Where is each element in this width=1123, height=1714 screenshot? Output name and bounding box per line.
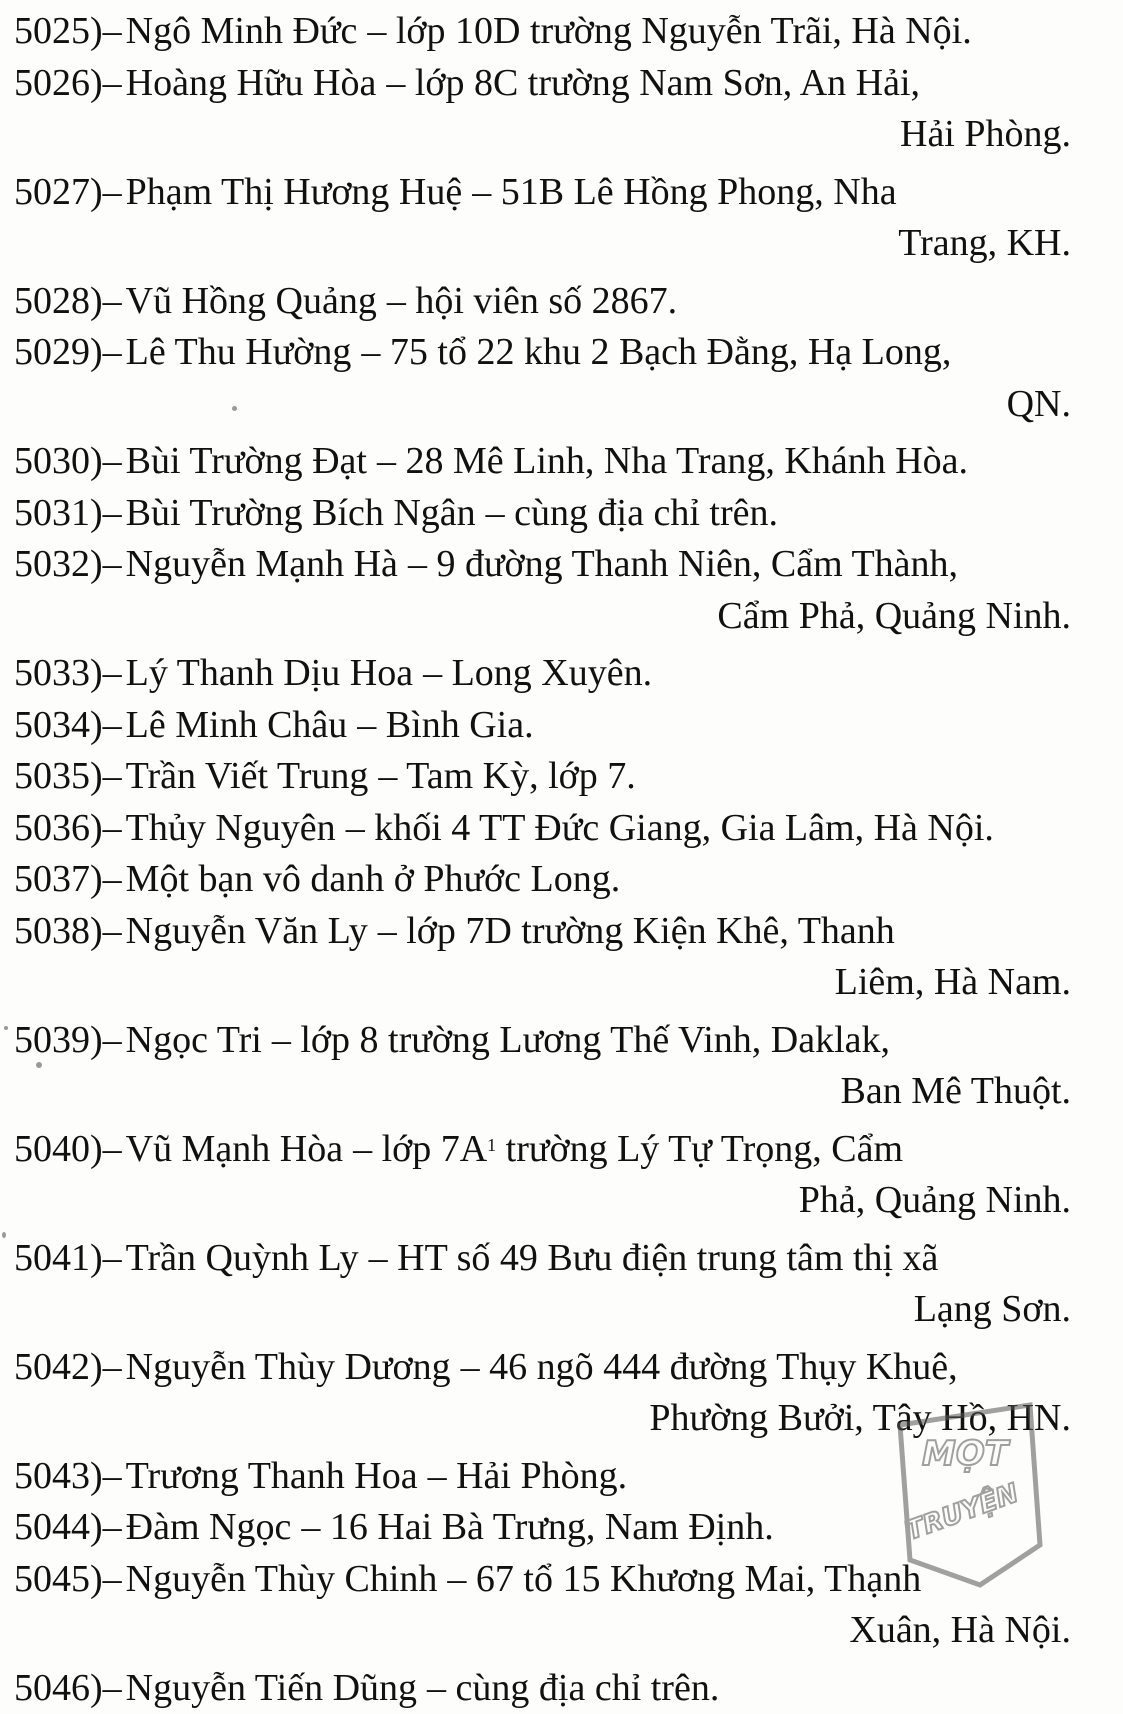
entry-name: Ngọc Tri	[126, 1019, 262, 1061]
entry-number: 5034)–	[14, 704, 122, 746]
entry-number: 5027)–	[14, 171, 122, 213]
entry-number: 5028)–	[14, 280, 122, 322]
watermark-text-bottom: TRUYỆN	[901, 1476, 1022, 1546]
entry-name: Hoàng Hữu Hòa	[126, 62, 377, 104]
entry-name: Đàm Ngọc	[126, 1506, 292, 1548]
list-item	[14, 854, 1071, 906]
list-item	[14, 1015, 1071, 1118]
entry-number: 5041)–	[14, 1237, 122, 1279]
entry-number: 5031)–	[14, 492, 122, 534]
entry-continuation: Hải Phòng.	[14, 109, 1071, 161]
entry-continuation: Trang, KH.	[14, 218, 1071, 270]
entry-number: 5038)–	[14, 910, 122, 952]
entry-continuation: Phả, Quảng Ninh.	[14, 1175, 1071, 1227]
entry-number: 5032)–	[14, 543, 122, 585]
entry-continuation: Phường Bưởi, Tây Hồ, HN.	[14, 1393, 1071, 1445]
list-item	[14, 1233, 1071, 1336]
entry-number: 5029)–	[14, 331, 122, 373]
entry-detail: – Bình Gia.	[357, 704, 533, 746]
list-item	[14, 1124, 1071, 1227]
scan-speck	[4, 1026, 8, 1030]
entry-detail-rest: trường Lý Tự Trọng, Cẩm	[496, 1128, 903, 1170]
entry-number: 5035)–	[14, 755, 122, 797]
list-item	[14, 58, 1071, 161]
entry-name: Phạm Thị Hương Huệ	[126, 171, 463, 213]
entry-number: 5025)–	[14, 10, 122, 52]
entry-detail: – 46 ngõ 444 đường Thụy Khuê,	[461, 1346, 958, 1388]
entry-superscript: 1	[487, 1135, 496, 1155]
entry-detail: – lớp 8C trường Nam Sơn, An Hải,	[386, 62, 920, 104]
entry-name: Ngô Minh Đức	[126, 10, 358, 52]
entry-name: Nguyễn Thùy Chinh	[126, 1558, 438, 1600]
entry-number: 5043)–	[14, 1455, 122, 1497]
entry-detail: – Tam Kỳ, lớp 7.	[378, 755, 635, 797]
entry-number: 5036)–	[14, 807, 122, 849]
scan-speck	[36, 1062, 42, 1068]
entry-name: Vũ Hồng Quảng	[126, 280, 377, 322]
entry-detail: – 16 Hai Bà Trưng, Nam Định.	[301, 1506, 773, 1548]
list-item	[14, 276, 1071, 328]
entry-detail: – 28 Mê Linh, Nha Trang, Khánh Hòa.	[377, 440, 968, 482]
entry-name: Trương Thanh Hoa	[126, 1455, 418, 1497]
entry-continuation: Lạng Sơn.	[14, 1284, 1071, 1336]
list-item	[14, 751, 1071, 803]
entry-detail: – 67 tổ 15 Khương Mai, Thạnh	[447, 1558, 921, 1600]
watermark-logo	[880, 1395, 1050, 1595]
entry-name: Vũ Mạnh Hòa	[126, 1128, 343, 1170]
entry-detail: – lớp 7A	[353, 1128, 487, 1170]
entry-detail: – cùng địa chỉ trên.	[486, 492, 778, 534]
entry-detail: – Long Xuyên.	[423, 652, 652, 694]
entry-name: Nguyễn Văn Ly	[126, 910, 368, 952]
entry-number: 5037)–	[14, 858, 122, 900]
entry-name: Lý Thanh Dịu Hoa	[126, 652, 413, 694]
list-item	[14, 6, 1071, 58]
entry-continuation: QN.	[14, 379, 1071, 431]
entry-number: 5042)–	[14, 1346, 122, 1388]
entry-name: Nguyễn Tiến Dũng	[126, 1667, 417, 1709]
entry-number: 5033)–	[14, 652, 122, 694]
list-item	[14, 488, 1071, 540]
watermark-text-top: MỌT	[922, 1434, 1011, 1474]
entry-continuation: Ban Mê Thuột.	[14, 1066, 1071, 1118]
entry-detail: – HT số 49 Bưu điện trung tâm thị xã	[369, 1237, 939, 1279]
list-item	[14, 1663, 1071, 1714]
entry-detail: – lớp 10D trường Nguyễn Trãi, Hà Nội.	[367, 10, 971, 52]
entry-number: 5044)–	[14, 1506, 122, 1548]
entry-number: 5039)–	[14, 1019, 122, 1061]
entry-number: 5030)–	[14, 440, 122, 482]
scan-speck	[232, 406, 237, 411]
list-item	[14, 436, 1071, 488]
entry-number: 5040)–	[14, 1128, 122, 1170]
entry-name: Nguyễn Mạnh Hà	[126, 543, 398, 585]
entry-name: Một bạn vô danh ở Phước Long.	[126, 858, 621, 900]
entry-detail: – lớp 7D trường Kiện Khê, Thanh	[378, 910, 895, 952]
entry-name: Trần Viết Trung	[126, 755, 369, 797]
entry-name: Lê Minh Châu	[126, 704, 348, 746]
list-item	[14, 803, 1071, 855]
entry-detail: – 51B Lê Hồng Phong, Nha	[472, 171, 896, 213]
entry-number: 5045)–	[14, 1558, 122, 1600]
entry-name: Lê Thu Hường	[126, 331, 352, 373]
list-item	[14, 167, 1071, 270]
entry-continuation: Liêm, Hà Nam.	[14, 957, 1071, 1009]
list-item	[14, 906, 1071, 1009]
list-item	[14, 648, 1071, 700]
entry-number: 5046)–	[14, 1667, 122, 1709]
entry-name: Thủy Nguyên	[126, 807, 336, 849]
entry-continuation: Cẩm Phả, Quảng Ninh.	[14, 591, 1071, 643]
entry-detail: – 9 đường Thanh Niên, Cẩm Thành,	[408, 543, 958, 585]
entry-name: Trần Quỳnh Ly	[126, 1237, 359, 1279]
scan-speck	[2, 1232, 6, 1238]
entry-name: Bùi Trường Đạt	[126, 440, 367, 482]
entry-name: Bùi Trường Bích Ngân	[126, 492, 476, 534]
entry-detail: – khối 4 TT Đức Giang, Gia Lâm, Hà Nội.	[346, 807, 994, 849]
entry-continuation: Xuân, Hà Nội.	[14, 1605, 1071, 1657]
list-item	[14, 700, 1071, 752]
entry-detail: – 75 tổ 22 khu 2 Bạch Đằng, Hạ Long,	[361, 331, 951, 373]
list-item	[14, 539, 1071, 642]
entry-detail: – hội viên số 2867.	[387, 280, 677, 322]
entry-detail: – cùng địa chỉ trên.	[427, 1667, 719, 1709]
entry-detail: – lớp 8 trường Lương Thế Vinh, Daklak,	[272, 1019, 890, 1061]
entry-name: Nguyễn Thùy Dương	[126, 1346, 451, 1388]
list-item	[14, 327, 1071, 430]
entry-number: 5026)–	[14, 62, 122, 104]
entry-detail: – Hải Phòng.	[428, 1455, 628, 1497]
